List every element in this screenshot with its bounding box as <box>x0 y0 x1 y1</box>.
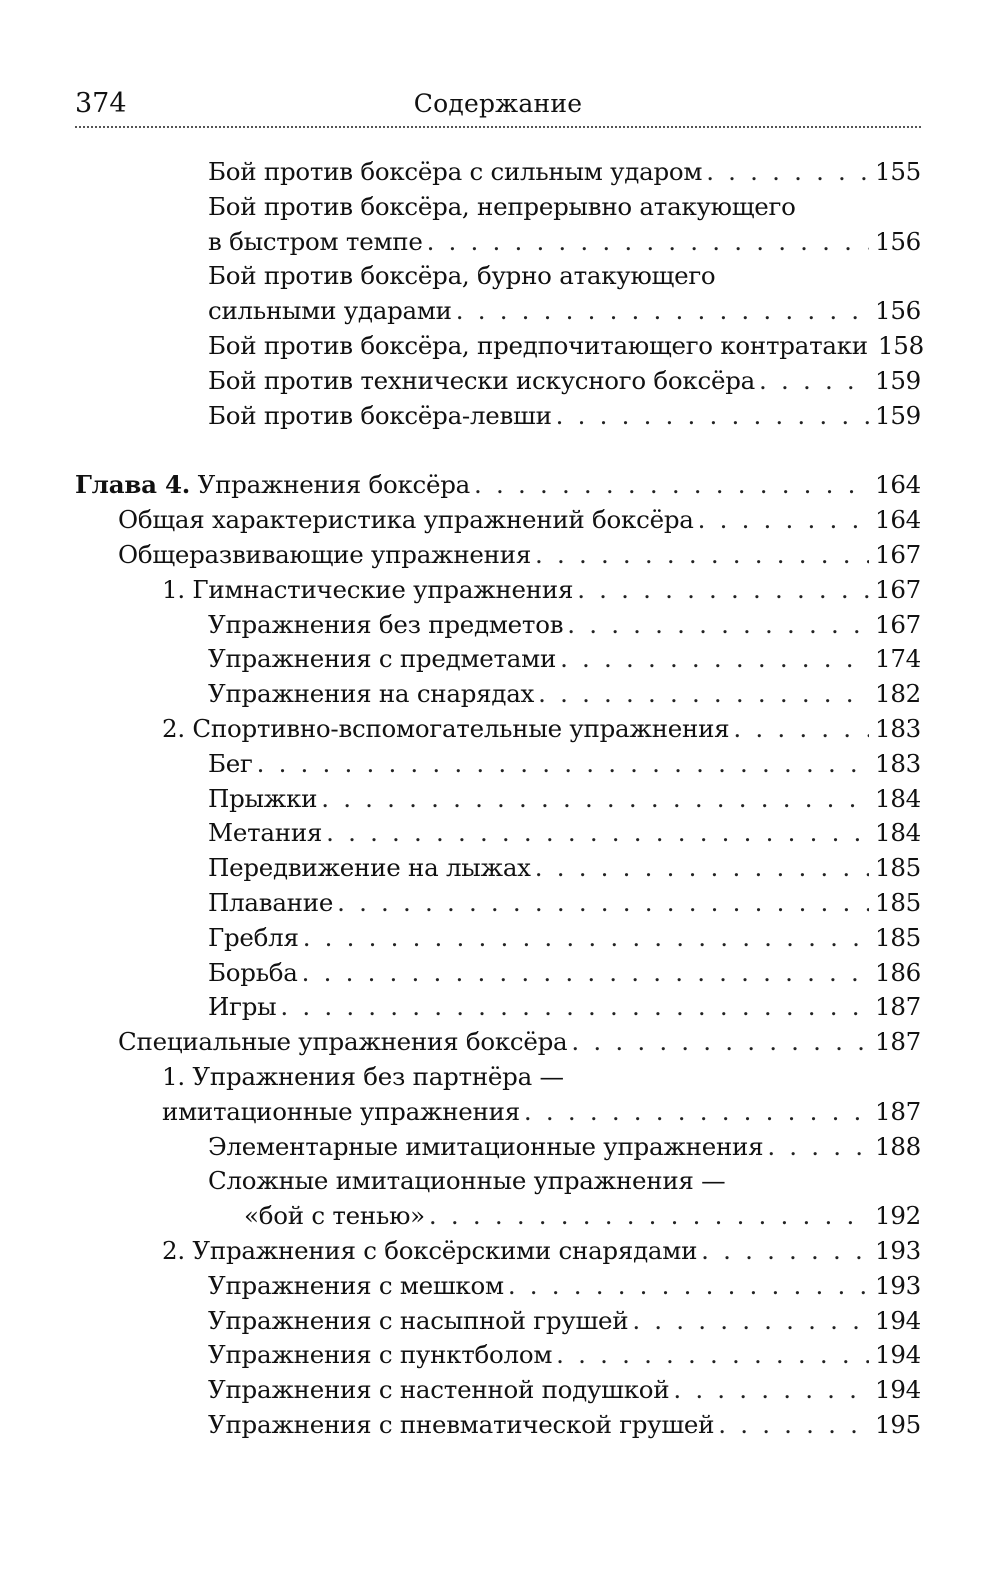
dot-leader <box>535 538 869 573</box>
toc-entry-title-continued: в быстром темпе <box>208 226 423 256</box>
toc-entry[interactable] <box>0 329 1000 364</box>
dot-leader <box>321 782 869 817</box>
toc-entry-page: 174 <box>874 644 921 674</box>
toc-entry-title: Плавание <box>208 887 334 917</box>
toc-entry-page: 182 <box>874 679 921 709</box>
toc-entry-page: 159 <box>874 400 921 430</box>
toc-entry[interactable] <box>0 364 1000 399</box>
toc-entry[interactable] <box>0 1130 1000 1165</box>
toc-entry[interactable] <box>0 399 1000 434</box>
toc-entry-page: 187 <box>874 1096 921 1126</box>
toc-entry-page: 188 <box>874 1131 921 1161</box>
toc-entry-title: 1. Упражнения без партнёра — <box>162 1061 564 1091</box>
toc-entry-title: Упражнения с пневматической грушей <box>208 1409 715 1439</box>
dot-leader <box>538 677 869 712</box>
dot-leader <box>456 294 869 329</box>
dot-leader <box>524 1095 869 1130</box>
toc-entry-title: 2. Спортивно-вспомогательные упражнения <box>162 713 730 743</box>
toc-entry-page: 167 <box>874 574 921 604</box>
toc-entry-title: Бой против боксёра-левши <box>208 400 552 430</box>
toc-entry-title: Упражнения с настенной подушкой <box>208 1375 670 1405</box>
toc-entry-title: Бой против технически искусного боксёра <box>208 365 756 395</box>
toc-entry-page: 158 <box>877 330 924 360</box>
toc-entry[interactable] <box>0 1408 1000 1443</box>
running-head <box>75 84 921 124</box>
toc-entry-page: 194 <box>874 1375 921 1405</box>
toc-entry[interactable] <box>0 782 1000 817</box>
dot-leader <box>560 642 869 677</box>
toc-entry-page: 184 <box>874 783 921 813</box>
toc-entry-title: Упражнения на снарядах <box>208 679 535 709</box>
toc-entry-title: Специальные упражнения боксёра <box>118 1027 568 1057</box>
toc-entry-title: Общая характеристика упражнений боксёра <box>118 505 694 535</box>
toc-entry-page: 187 <box>874 1027 921 1057</box>
toc-entry-page: 193 <box>874 1235 921 1265</box>
toc-entry-title-continued: имитационные упражнения <box>162 1096 520 1126</box>
toc-entry-title: Борьба <box>208 957 298 987</box>
toc-entry[interactable] <box>0 1234 1000 1269</box>
toc-entry-title: Передвижение на лыжах <box>208 853 531 883</box>
toc-entry-title: Бой против боксёра, предпочитающего контратаки <box>208 330 868 360</box>
toc-entry-page: 185 <box>874 887 921 917</box>
toc-entry-title-continued: «бой с тенью» <box>244 1201 425 1231</box>
toc-entry-title: Упражнения с насыпной грушей <box>208 1305 629 1335</box>
toc-entry-page: 156 <box>874 296 921 326</box>
dot-leader <box>577 573 869 608</box>
toc-entry-page: 156 <box>874 226 921 256</box>
dot-leader <box>673 1373 869 1408</box>
dot-leader <box>701 1234 869 1269</box>
toc-entry-title: Элементарные имитационные упражнения <box>208 1131 764 1161</box>
toc-entry[interactable] <box>0 712 1000 747</box>
toc-entry-page: 155 <box>874 157 921 186</box>
toc-entry[interactable] <box>0 503 1000 538</box>
dot-leader <box>632 1304 869 1339</box>
dot-leader <box>567 608 869 643</box>
toc-entry-title: Упражнения без предметов <box>208 609 564 639</box>
toc-entry[interactable] <box>0 1025 1000 1060</box>
dot-leader <box>257 747 869 782</box>
toc-entry-title: Бой против боксёра, бурно атакующего <box>208 261 716 291</box>
toc-entry[interactable] <box>0 1164 1000 1234</box>
toc-entry[interactable] <box>0 573 1000 608</box>
dot-leader <box>508 1269 869 1304</box>
toc-entry[interactable] <box>0 1304 1000 1339</box>
dot-leader <box>556 399 869 434</box>
dot-leader <box>706 155 869 190</box>
dot-leader <box>280 990 869 1025</box>
dot-leader <box>303 921 869 956</box>
toc-entry-title-continued: сильными ударами <box>208 296 452 326</box>
toc-entry-page: 192 <box>874 1201 921 1231</box>
chapter-name: Упражнения боксёра <box>190 470 471 500</box>
toc-entry-page: 167 <box>874 609 921 639</box>
table-of-contents <box>0 155 1000 1443</box>
toc-entry-page: 164 <box>874 505 921 535</box>
dot-leader <box>427 225 869 260</box>
dot-leader <box>535 851 869 886</box>
toc-chapter-entry[interactable] <box>0 468 1000 503</box>
dot-leader <box>429 1199 869 1234</box>
toc-entry[interactable] <box>0 1060 1000 1130</box>
toc-entry-page: 184 <box>874 818 921 848</box>
toc-chapter-title <box>75 468 470 503</box>
toc-entry-title: Упражнения с мешком <box>208 1270 504 1300</box>
toc-entry[interactable] <box>0 608 1000 643</box>
dot-leader <box>718 1408 869 1443</box>
toc-entry-title: 1. Гимнастические упражнения <box>162 574 574 604</box>
dot-leader <box>733 712 869 747</box>
dot-leader <box>556 1338 869 1373</box>
chapter-label: Глава 4. <box>75 470 191 500</box>
toc-entry-title: Гребля <box>208 922 299 952</box>
toc-entry-title: Упражнения с предметами <box>208 644 557 674</box>
toc-entry-page: 194 <box>874 1340 921 1370</box>
dot-leader <box>767 1130 869 1165</box>
toc-entry-title: Упражнения с пунктболом <box>208 1340 553 1370</box>
toc-entry-page: 195 <box>874 1409 921 1439</box>
toc-entry[interactable] <box>0 956 1000 991</box>
toc-entry-title: Общеразвивающие упражнения <box>118 539 532 569</box>
toc-entry[interactable] <box>0 1373 1000 1408</box>
toc-entry-title: 2. Упражнения с боксёрскими снарядами <box>162 1235 698 1265</box>
toc-entry-page: 167 <box>874 539 921 569</box>
toc-entry-page: 186 <box>874 957 921 987</box>
header-divider <box>75 126 921 128</box>
toc-entry[interactable] <box>0 1338 1000 1373</box>
toc-entry-page: 193 <box>874 1270 921 1300</box>
toc-entry[interactable] <box>0 538 1000 573</box>
dot-leader <box>698 503 869 538</box>
toc-entry[interactable] <box>0 155 1000 190</box>
toc-entry-page: 159 <box>874 365 921 395</box>
toc-entry-page: 194 <box>874 1305 921 1335</box>
toc-entry-page: 183 <box>874 713 921 743</box>
toc-entry-title: Бой против боксёра, непрерывно атакующего <box>208 191 796 221</box>
toc-entry[interactable] <box>0 642 1000 677</box>
page-number: 374 <box>75 88 127 119</box>
dot-leader <box>302 956 869 991</box>
toc-entry[interactable] <box>0 190 1000 260</box>
toc-entry-page: 187 <box>874 992 921 1022</box>
toc-entry[interactable] <box>0 990 1000 1025</box>
dot-leader <box>326 816 869 851</box>
toc-entry-page: 183 <box>874 748 921 778</box>
toc-entry-title: Сложные имитационные упражнения — <box>208 1166 726 1196</box>
dot-leader <box>759 364 869 399</box>
toc-entry[interactable] <box>0 851 1000 886</box>
toc-entry-title: Игры <box>208 992 277 1022</box>
toc-entry-title: Прыжки <box>208 783 318 813</box>
toc-entry[interactable] <box>0 886 1000 921</box>
toc-entry-title: Бой против боксёра с сильным ударом <box>208 157 703 186</box>
dot-leader <box>474 468 869 503</box>
toc-entry[interactable] <box>0 747 1000 782</box>
toc-entry-title: Бег <box>208 748 253 778</box>
toc-entry-page: 164 <box>874 470 921 500</box>
toc-entry[interactable] <box>0 816 1000 851</box>
toc-entry[interactable] <box>0 1269 1000 1304</box>
dot-leader <box>571 1025 869 1060</box>
toc-entry-title: Метания <box>208 818 323 848</box>
toc-entry-page: 185 <box>874 922 921 952</box>
toc-entry[interactable] <box>0 921 1000 956</box>
toc-entry-page: 185 <box>874 853 921 883</box>
running-head-title: Содержание <box>413 89 583 118</box>
dot-leader <box>337 886 869 921</box>
toc-entry[interactable] <box>0 677 1000 712</box>
toc-entry[interactable] <box>0 259 1000 329</box>
